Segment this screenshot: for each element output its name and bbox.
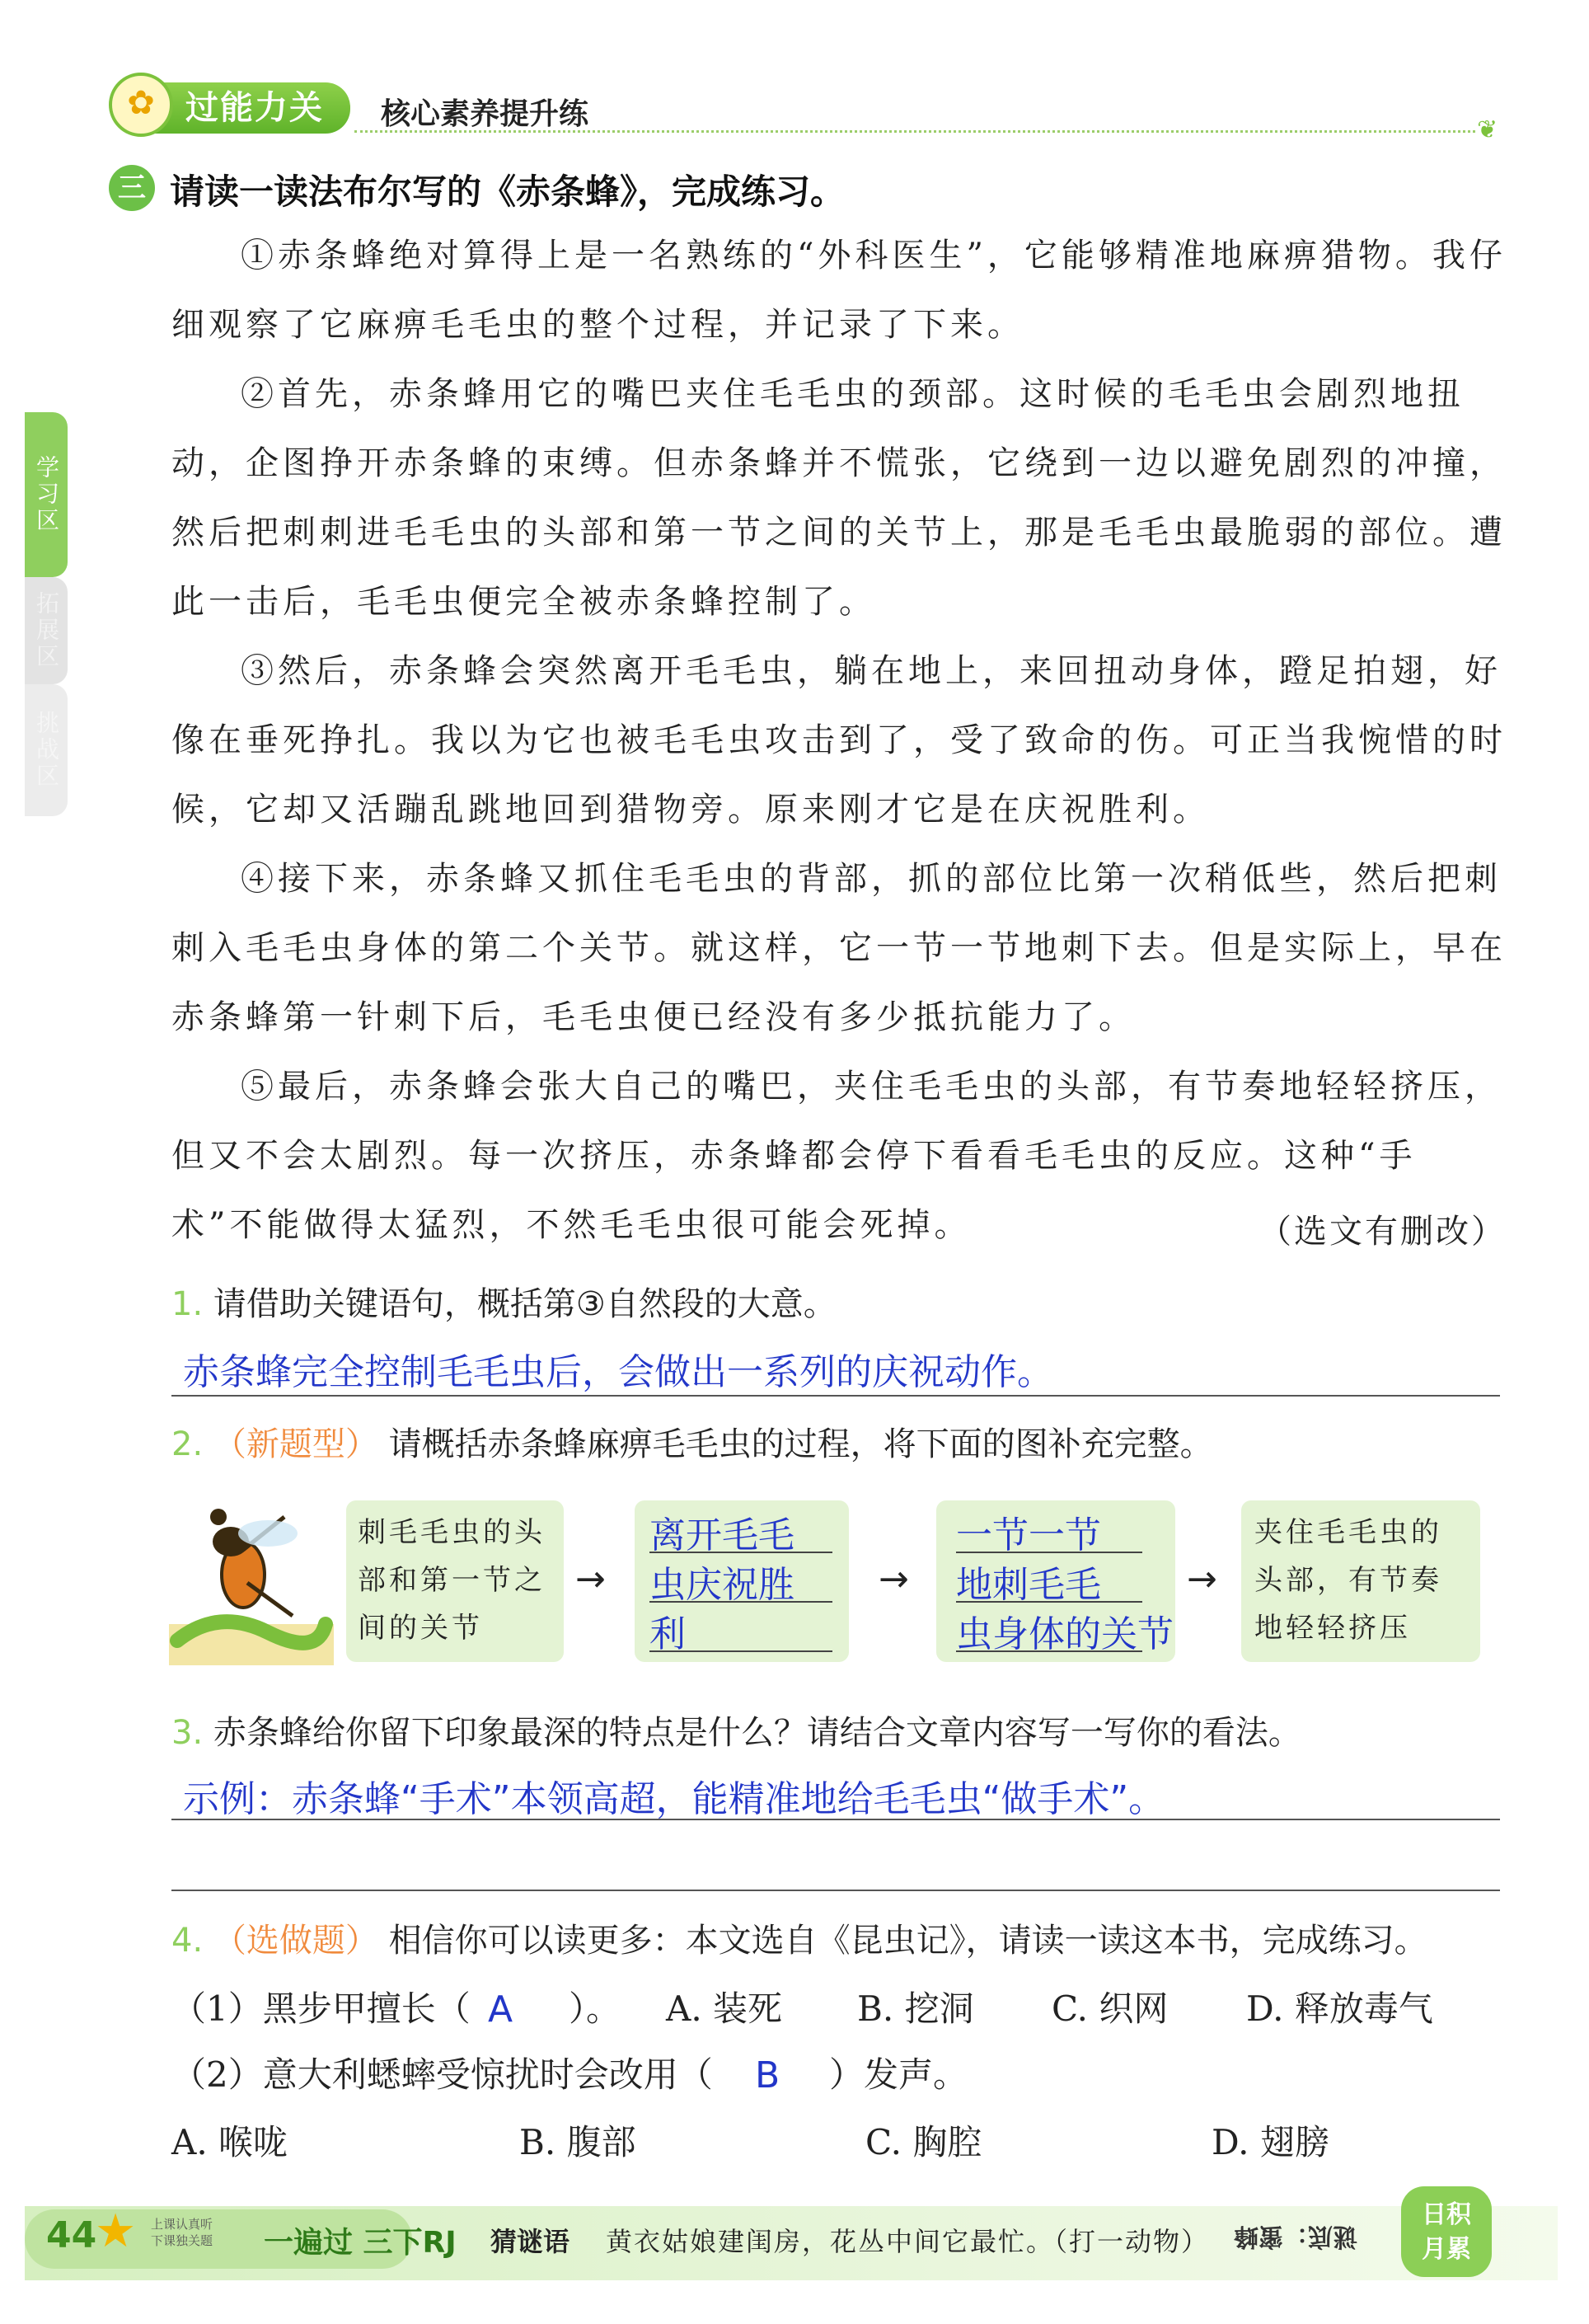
process-step-4 xyxy=(1241,1500,1480,1662)
question-number: 1. xyxy=(171,1285,204,1323)
blank-line xyxy=(649,1601,832,1603)
leaf-icon: ❦ xyxy=(1477,115,1498,144)
section-badge: 过能力关 xyxy=(111,82,350,134)
blank-line xyxy=(956,1552,1142,1553)
question-number: 3. xyxy=(171,1714,204,1752)
blank-answer-line-2: 地刺毛毛 xyxy=(956,1564,1101,1606)
passage-paragraph-5: ⑤最后，赤条蜂会张大自己的嘴巴，夹住毛毛虫的头部，有节奏地轻轻挤压，但又不会太剧烈。每一次挤压，赤条蜂都会停下看看毛毛虫的反应。这种“手术”不能做得太猛烈，不然毛毛虫很可能会死掉。 xyxy=(171,1068,1502,1244)
option-c: C. 胸腔 xyxy=(865,2122,982,2162)
answer-3: 示例：赤条蜂“手术”本领高超，能精准地给毛毛虫“做手术”。 xyxy=(183,1778,1165,1820)
arrow-icon: → xyxy=(879,1558,909,1600)
header-subtitle: 核心素养提升练 xyxy=(381,97,589,131)
sub-question-1-close: ）。 xyxy=(569,1988,621,2029)
blank-answer-line-1: 一节一节 xyxy=(956,1514,1101,1556)
side-tab-challenge: 挑战区 xyxy=(25,684,68,816)
passage-paragraph-1: ①赤条蜂绝对算得上是一名熟练的“外科医生”，它能够精准地麻痹猎物。我仔细观察了它麻痹毛毛虫的整个过程，并记录了下来。 xyxy=(171,237,1507,344)
question-prompt: 请借助关键语句，概括第③自然段的大意。 xyxy=(213,1285,837,1323)
option-d: D. 翅膀 xyxy=(1212,2122,1329,2162)
question-prompt: 相信你可以读更多：本文选自《昆虫记》，请读一读这本书，完成练习。 xyxy=(388,1922,1427,1960)
arrow-icon: → xyxy=(575,1558,606,1600)
section-title: 请读一读法布尔写的《赤条蜂》，完成练习。 xyxy=(170,171,846,212)
side-tab-extend: 拓展区 xyxy=(25,577,68,684)
section-number: 三 xyxy=(109,165,155,211)
side-tab-study: 学习区 xyxy=(25,412,68,577)
process-step-3 xyxy=(936,1500,1175,1662)
blank-answer-line-2: 虫庆祝胜 xyxy=(649,1564,794,1606)
riddle-text: 黄衣姑娘建闺房，花丛中间它最忙。（打一动物） xyxy=(606,2226,1210,2257)
daily-logo xyxy=(1401,2186,1492,2277)
option-b: B. 腹部 xyxy=(519,2122,636,2162)
question-number: 2. xyxy=(171,1425,204,1463)
riddle-label: 猜谜语 xyxy=(490,2226,570,2257)
option-a: A. 喉咙 xyxy=(171,2122,288,2162)
question-1 xyxy=(171,1278,837,1325)
step-text: 夹住毛毛虫的头部，有节奏地轻轻挤压 xyxy=(1254,1516,1442,1645)
blank-answer-line-3: 虫身体的关节 xyxy=(956,1613,1174,1655)
star-mascot-icon: ★ xyxy=(95,2204,137,2258)
answer-line xyxy=(171,1819,1500,1820)
source-note: （选文有删改） xyxy=(1259,1213,1507,1251)
sub-question-2-close: ）发声。 xyxy=(829,2054,968,2095)
footer-brand: 一遍过 三下RJ xyxy=(264,2226,457,2260)
daily-logo-line: 月累 xyxy=(1422,2235,1471,2264)
answer-line xyxy=(171,1395,1500,1397)
blank-line xyxy=(649,1650,832,1652)
question-tag: （选做题） xyxy=(213,1922,378,1960)
option-d: D. 释放毒气 xyxy=(1246,1988,1433,2029)
question-prompt: 请概括赤条蜂麻痹毛毛虫的过程，将下面的图补充完整。 xyxy=(388,1425,1213,1463)
step-text: 刺毛毛虫的头部和第一节之间的关节 xyxy=(358,1516,546,1645)
sub-question-1-label: （1）黑步甲擅长（ xyxy=(171,1988,471,2029)
blank-line xyxy=(649,1552,832,1553)
passage-paragraph-3: ③然后，赤条蜂会突然离开毛毛虫，躺在地上，来回扭动身体，蹬足拍翅，好像在垂死挣扎。我以为它也被毛毛虫攻击到了，受了致命的伤。可正当我惋惜的时候，它却又活蹦乱跳地回到猎物旁。原来刚才它是在庆祝胜利。 xyxy=(171,652,1507,829)
blank-line xyxy=(956,1601,1142,1603)
footer-motto xyxy=(151,2216,213,2249)
sub-question-2-answer: B xyxy=(755,2054,780,2096)
question-3 xyxy=(171,1707,1301,1754)
arrow-icon: → xyxy=(1187,1558,1217,1600)
option-a: A. 装死 xyxy=(666,1988,783,2029)
passage-paragraph-4: ④接下来，赤条蜂又抓住毛毛虫的背部，抓的部位比第一次稍低些，然后把刺刺入毛毛虫身体的第二个关节。就这样，它一节一节地刺下去。但是实际上，早在赤条蜂第一针刺下后，毛毛虫便已经没有多少抵抗能力了。 xyxy=(171,860,1507,1036)
answer-1: 赤条蜂完全控制毛毛虫后，会做出一系列的庆祝动作。 xyxy=(183,1351,1053,1393)
page-number: 44 xyxy=(46,2214,97,2256)
blank-line xyxy=(956,1650,1142,1652)
wasp-illustration xyxy=(169,1484,334,1665)
daily-logo-line: 日积 xyxy=(1422,2200,1471,2229)
footer-motto-line: 上课认真听 xyxy=(151,2217,213,2232)
question-prompt: 赤条蜂给你留下印象最深的特点是什么？请结合文章内容写一写你的看法。 xyxy=(213,1714,1301,1752)
process-step-1 xyxy=(346,1500,564,1662)
blank-answer-line-1: 离开毛毛 xyxy=(649,1514,794,1556)
footer-motto-line: 下课独关题 xyxy=(151,2233,213,2248)
header-divider xyxy=(354,130,1475,133)
question-2 xyxy=(171,1418,1213,1465)
question-tag: （新题型） xyxy=(213,1425,378,1463)
bee-mascot-icon: ✿ xyxy=(109,73,173,137)
question-number: 4. xyxy=(171,1922,204,1960)
sub-question-1-answer: A xyxy=(488,1988,513,2031)
sub-question-2-label: （2）意大利蟋蟀受惊扰时会改用（ xyxy=(171,2054,713,2095)
question-4 xyxy=(171,1914,1427,1961)
answer-line xyxy=(171,1890,1500,1891)
blank-answer-line-3: 利 xyxy=(649,1613,686,1655)
passage-paragraph-2: ②首先，赤条蜂用它的嘴巴夹住毛毛虫的颈部。这时候的毛毛虫会剧烈地扭动，企图挣开赤条蜂的束缚。但赤条蜂并不慌张，它绕到一边以避免剧烈的冲撞，然后把刺刺进毛毛虫的头部和第一节之间的关节上，那是毛毛虫最脆弱的部位。遭此一击后，毛毛虫便完全被赤条蜂控制了。 xyxy=(171,375,1507,621)
process-step-2 xyxy=(635,1500,849,1662)
option-c: C. 织网 xyxy=(1052,1988,1169,2029)
option-b: B. 挖洞 xyxy=(857,1988,974,2029)
riddle-answer: 谜底：蜜蜂 xyxy=(1234,2222,1357,2251)
